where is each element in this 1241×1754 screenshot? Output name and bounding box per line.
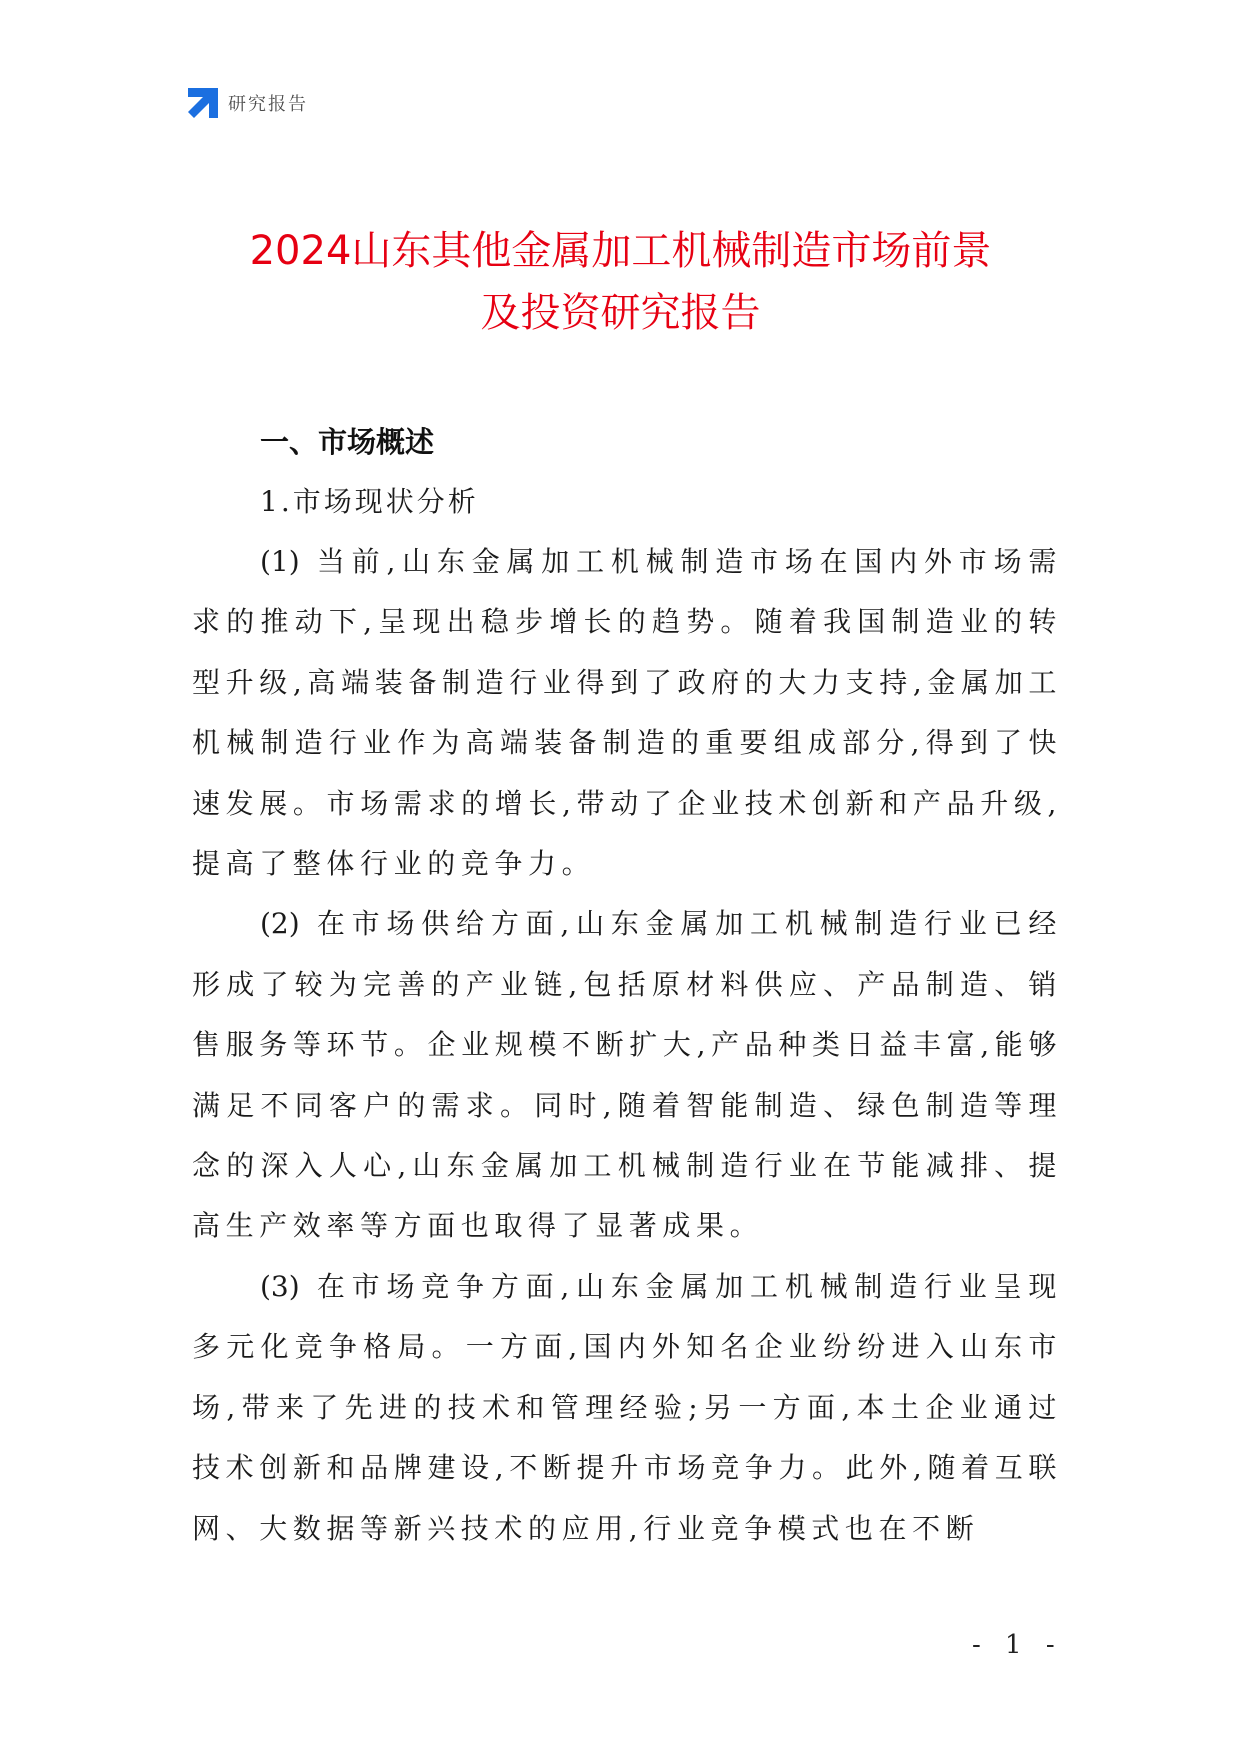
title-line-2: 及投资研究报告 <box>480 290 761 336</box>
paragraph-text: 当前,山东金属加工机械制造市场在国内外市场需求的推动下,呈现出稳步增长的趋势。随着我国制造业的转型升级,高端装备制造行业得到了政府的大力支持,金属加工机械制造行业作为高端装备制造的重要组成部分,得到了快速发展。市场需求的增长,带动了企业技术创新和产品升级,提高了整体行业的竞争力。 <box>192 545 1062 881</box>
document-title <box>186 220 1055 344</box>
title-line-1: 2024山东其他金属加工机械制造市场前景 <box>249 228 992 274</box>
paragraph-number: (3) <box>260 1269 300 1303</box>
diagonal-arrow-logo-icon <box>186 86 220 120</box>
paragraph-text: 在市场供给方面,山东金属加工机械制造行业已经形成了较为完善的产业链,包括原材料供应、产品制造、销售服务等环节。企业规模不断扩大,产品种类日益丰富,能够满足不同客户的需求。同时,随着智能制造、绿色制造等理念的深入人心,山东金属加工机械制造行业在节能减排、提高生产效率等方面也取得了显著成果。 <box>192 907 1062 1243</box>
paragraph-number: (2) <box>260 907 300 941</box>
paragraph-1 <box>192 532 1062 894</box>
paragraph-3 <box>192 1257 1062 1559</box>
report-header <box>186 86 308 120</box>
paragraph-text: 在市场竞争方面,山东金属加工机械制造行业呈现多元化竞争格局。一方面,国内外知名企业纷纷进入山东市场,带来了先进的技术和管理经验;另一方面,本土企业通过技术创新和品牌建设,不断提升市场竞争力。此外,随着互联网、大数据等新兴技术的应用,行业竞争模式也在不断 <box>192 1269 1062 1545</box>
section-heading: 一、市场概述 <box>260 425 435 459</box>
paragraph-2 <box>192 894 1062 1256</box>
document-body <box>192 412 1062 1559</box>
page-number: - 1 - <box>972 1630 1063 1660</box>
sub-heading: 1.市场现状分析 <box>260 485 479 518</box>
paragraph-number: (1) <box>260 545 300 578</box>
header-label: 研究报告 <box>228 94 308 115</box>
